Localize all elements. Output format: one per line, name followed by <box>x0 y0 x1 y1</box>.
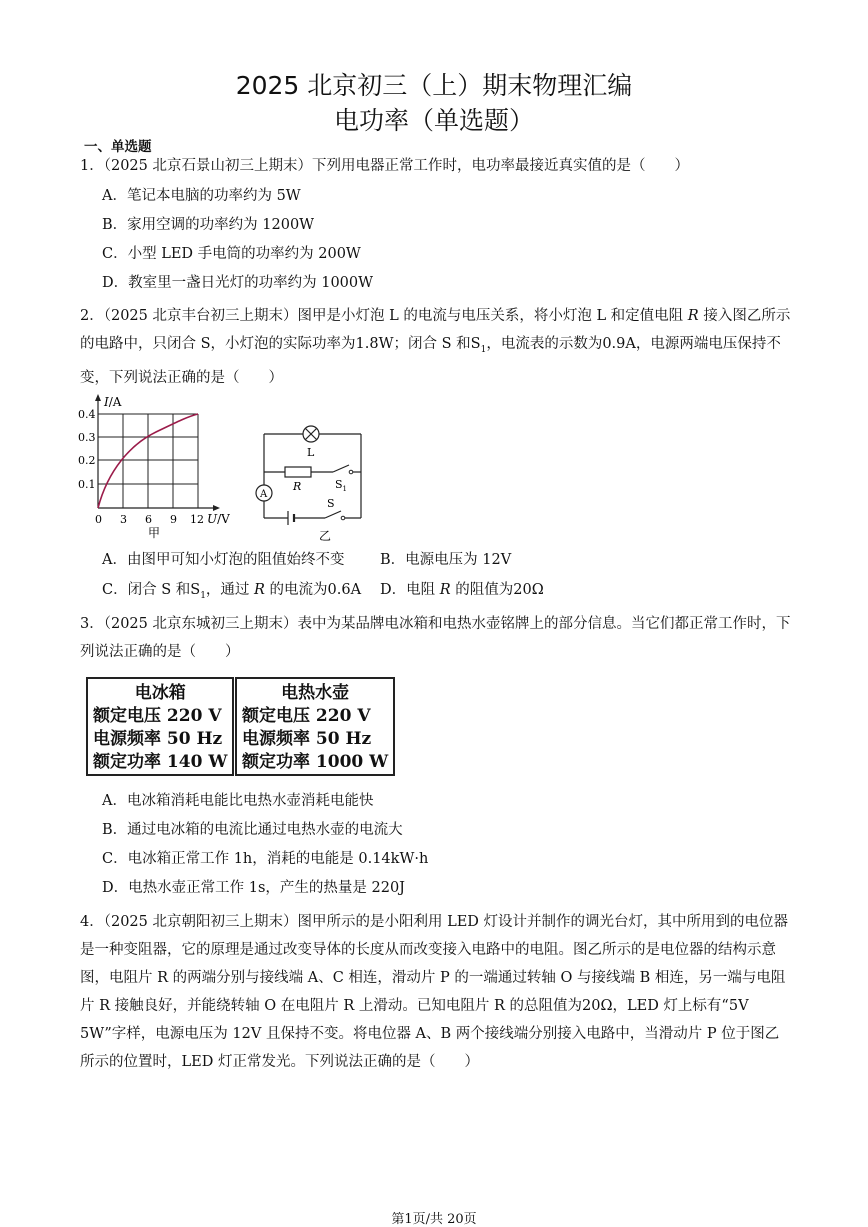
resistor-icon <box>285 467 311 477</box>
question-1-option-d: D．教室里一盏日光灯的功率约为 1000W <box>102 275 374 291</box>
lamp-label: L <box>307 446 315 459</box>
kettle-nameplate <box>235 677 395 776</box>
ammeter-label: A <box>260 489 268 500</box>
question-2-option-d: D．电阻 R 的阻值为20Ω <box>380 582 544 598</box>
document-title: 2025 北京初三（上）期末物理汇编 <box>235 71 633 100</box>
question-1-option-b: B．家用空调的功率约为 1200W <box>102 217 315 233</box>
fridge-nameplate-title: 电冰箱 <box>134 683 186 703</box>
y-tick-04: 0.4 <box>78 408 96 421</box>
document-subtitle: 电功率（单选题） <box>333 106 534 135</box>
question-2-option-a: A．由图甲可知小灯泡的阻值始终不变 <box>102 552 345 568</box>
circuit-diagram <box>250 420 375 545</box>
switch-s-icon <box>341 516 345 520</box>
switch-s1-label: $S_1$ <box>335 478 348 493</box>
fridge-rated-voltage: 额定电压 220 V <box>93 706 222 726</box>
x-tick-9: 9 <box>170 513 177 526</box>
kettle-nameplate-title: 电热水壶 <box>281 683 350 703</box>
y-axis-label: I/A <box>104 395 122 409</box>
question-2-option-b: B．电源电压为 12V <box>380 552 512 568</box>
y-tick-03: 0.3 <box>78 431 96 444</box>
y-tick-01: 0.1 <box>78 478 96 491</box>
page-footer: 第1页/共 20页 <box>391 1212 477 1227</box>
question-4-stem: 4．（2025 北京朝阳初三上期末）图甲所示的是小阳利用 LED 灯设计并制作的调光台灯，其中所用到的电位器是一种变阻器，它的原理是通过改变导体的长度从而改变接入电路中的电阻。图乙所示的是电位器的结构示意图，电阻片 R 的两端分别与接线端 A、C 相连，滑动片 P 的一端通过转轴 O 与接线端 B 相连，另一端与电阻片 R 接触良好，并能绕转轴 O 在电阻片 R 上滑动。已知电阻片 R 的总阻值为20Ω，LED 灯上标有“5V 5W”字样，电源电压为 12V 且保持不变。将电位器 A、B 两个接线端分别接入电路中，当滑动片 P 位于图乙所示的位置时，LED 灯正常发光。下列说法正确的是（ ） <box>80 914 789 1070</box>
switch-s-label: S <box>327 497 335 510</box>
question-2-stem: 2．（2025 北京丰台初三上期末）图甲是小灯泡 L 的电流与电压关系，将小灯泡 L 和定值电阻 R 接入图乙所示的电路中，只闭合 S，小灯泡的实际功率为1.8W；闭合 S 和$S_1$，电流表的示数为0.9A，电源两端电压保持不变，下列说法正确的是（ ） <box>80 308 791 386</box>
question-3-option-d: D．电热水壶正常工作 1s，产生的热量是 220J <box>102 880 405 896</box>
x-tick-6: 6 <box>145 513 152 526</box>
kettle-rated-power: 额定功率 1000 W <box>242 752 389 772</box>
fridge-rated-power: 额定功率 140 W <box>93 752 228 772</box>
section-heading: 一、单选题 <box>84 139 152 155</box>
x-tick-0: 0 <box>95 513 102 526</box>
y-tick-02: 0.2 <box>78 454 96 467</box>
x-tick-12: 12 <box>190 513 204 526</box>
question-1-option-a: A．笔记本电脑的功率约为 5W <box>102 188 301 204</box>
graph-caption: 甲 <box>148 526 161 540</box>
fridge-nameplate <box>86 677 234 776</box>
question-1-stem: 1．（2025 北京石景山初三上期末）下列用电器正常工作时，电功率最接近真实值的是（ ） <box>80 158 689 174</box>
fridge-frequency: 电源频率 50 Hz <box>93 729 223 749</box>
circuit-caption: 乙 <box>319 529 332 543</box>
question-3-option-c: C．电冰箱正常工作 1h，消耗的电能是 0.14kW·h <box>102 851 429 867</box>
kettle-frequency: 电源频率 50 Hz <box>242 729 372 749</box>
iv-graph <box>76 392 236 542</box>
question-2-option-c: C．闭合 S 和$S_1$，通过 R 的电流为0.6A <box>102 582 362 601</box>
x-tick-3: 3 <box>120 513 127 526</box>
resistor-label: R <box>293 480 302 493</box>
question-3-option-b: B．通过电冰箱的电流比通过电热水壶的电流大 <box>102 822 403 838</box>
x-axis-label: U/V <box>207 512 230 526</box>
switch-s1-icon <box>349 470 353 474</box>
kettle-rated-voltage: 额定电压 220 V <box>242 706 371 726</box>
question-3-option-a: A．电冰箱消耗电能比电热水壶消耗电能快 <box>102 793 374 809</box>
question-1-option-c: C．小型 LED 手电筒的功率约为 200W <box>102 246 361 262</box>
question-3-stem: 3．（2025 北京东城初三上期末）表中为某品牌电冰箱和电热水壶铭牌上的部分信息。当它们都正常工作时，下列说法正确的是（ ） <box>80 616 791 660</box>
